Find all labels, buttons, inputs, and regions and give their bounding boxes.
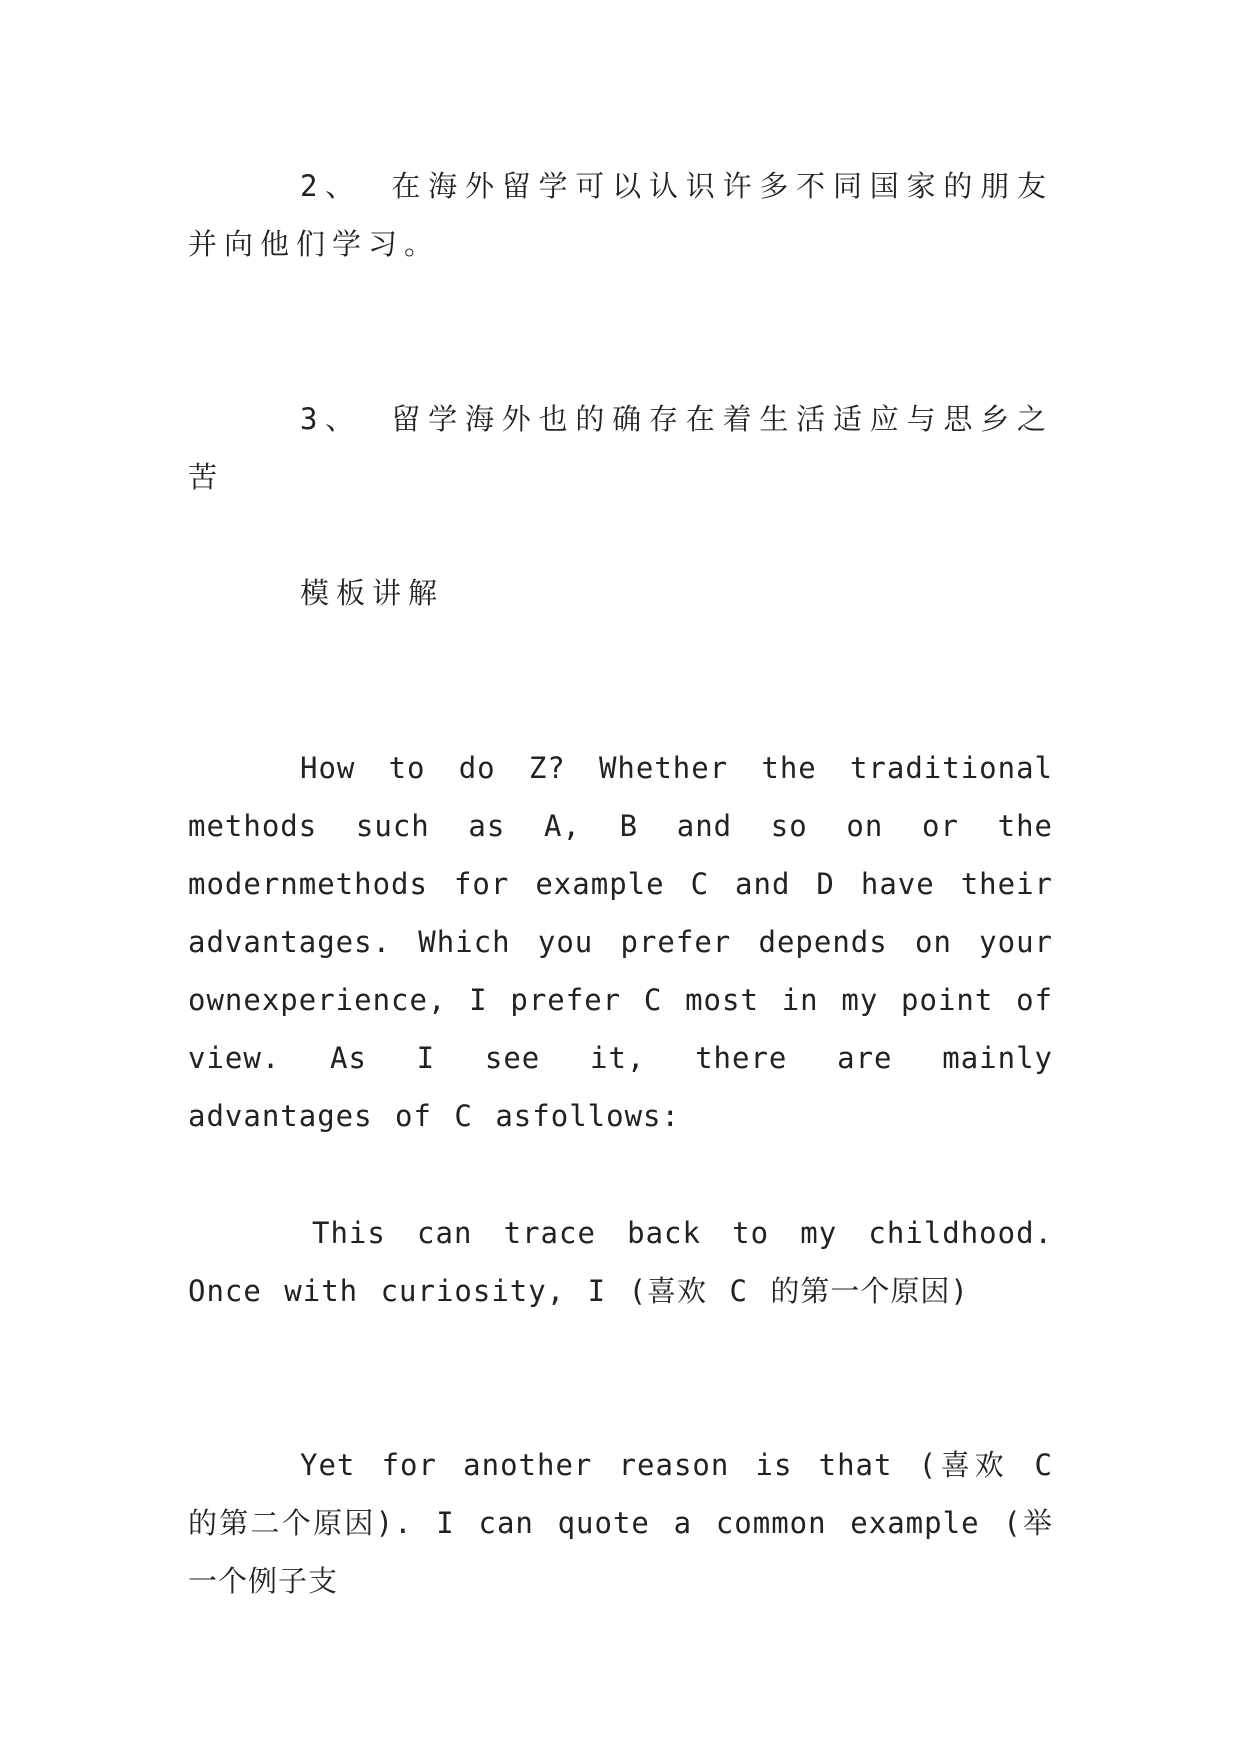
paragraph-point-3: 3、 留学海外也的确存在着生活适应与思乡之苦	[188, 402, 1053, 494]
paragraph-point-2: 2、 在海外留学可以认识许多不同国家的朋友并向他们学习。	[188, 169, 1053, 261]
section-heading-template: 模板讲解	[300, 576, 445, 610]
paragraph-first-reason: This can trace back to my childhood. Once with curiosity, I (喜欢 C 的第一个原因)	[188, 1216, 1053, 1308]
paragraph-template-intro: How to do Z? Whether the traditional methods such as A, B and so on or the modernmethods for example C and D have their advantages. Which you prefer depends on your ownexperience, I prefer C most in my point of view. As I see it, there are mainly advantages of C asfollows:	[188, 751, 1053, 1133]
paragraph-second-reason: Yet for another reason is that (喜欢 C 的第二个原因). I can quote a common example (举一个例子支	[188, 1448, 1053, 1598]
